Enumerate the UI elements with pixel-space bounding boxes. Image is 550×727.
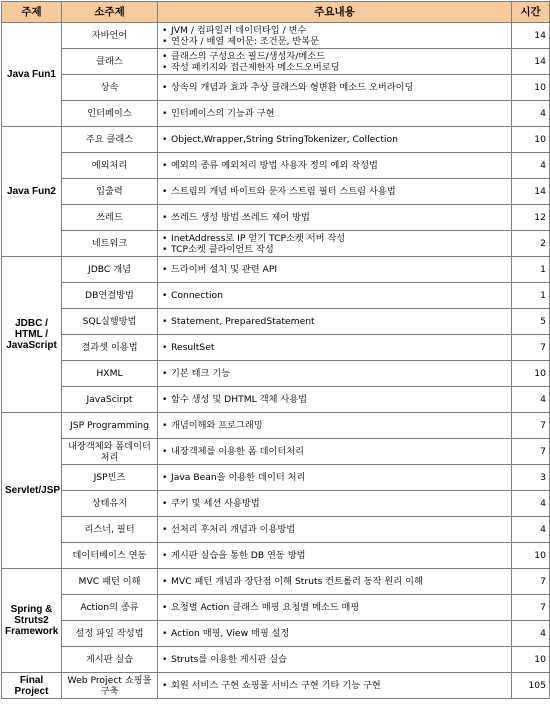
content-cell — [158, 153, 512, 179]
hours-cell: 14 — [512, 23, 550, 49]
subtopic-cell: 상태유지 — [62, 491, 158, 517]
content-list — [161, 108, 508, 119]
subtopic-cell: JavaScirpt — [62, 387, 158, 413]
content-cell — [158, 23, 512, 49]
content-item: • 게시판 실습을 통한 DB 연동 방법 — [161, 550, 508, 561]
topic-cell: Java Fun2 — [2, 127, 62, 257]
subtopic-cell: 쓰레드 — [62, 205, 158, 231]
topic-cell: Java Fun1 — [2, 23, 62, 127]
hours-cell: 2 — [512, 231, 550, 257]
hours-cell: 10 — [512, 75, 550, 101]
subtopic-cell: 결과셋 이용법 — [62, 335, 158, 361]
hours-cell: 4 — [512, 387, 550, 413]
content-item: • 상속의 개념과 효과 추상 클래스와 형변환 메소드 오버라이딩 — [161, 82, 508, 93]
content-list — [161, 25, 508, 47]
content-list — [161, 654, 508, 665]
hours-cell: 7 — [512, 335, 550, 361]
hours-cell: 105 — [512, 673, 550, 699]
content-list — [161, 628, 508, 639]
hours-cell: 7 — [512, 569, 550, 595]
content-list — [161, 446, 508, 457]
table-row — [2, 387, 550, 413]
subtopic-cell: 인터페이스 — [62, 101, 158, 127]
content-list — [161, 134, 508, 145]
content-list — [161, 498, 508, 509]
content-item: • JVM / 컴파일러 데이터타입 / 변수 — [161, 25, 508, 36]
subtopic-cell: JSP Programming — [62, 413, 158, 439]
subtopic-cell: 상속 — [62, 75, 158, 101]
content-cell — [158, 621, 512, 647]
table-row — [2, 127, 550, 153]
content-item: • 클래스의 구성요소 필드/생성자/메소드 — [161, 51, 508, 62]
content-cell — [158, 101, 512, 127]
content-cell — [158, 647, 512, 673]
hours-cell: 1 — [512, 257, 550, 283]
content-item: • 선처리 후처리 개념과 이용방법 — [161, 524, 508, 535]
hours-cell: 3 — [512, 465, 550, 491]
content-cell — [158, 179, 512, 205]
subtopic-cell: DB연결방법 — [62, 283, 158, 309]
content-list — [161, 233, 508, 255]
content-item: • 스트림의 개념 바이트와 문자 스트림 필터 스트림 사용법 — [161, 186, 508, 197]
table-row — [2, 283, 550, 309]
content-list — [161, 394, 508, 405]
table-row — [2, 543, 550, 569]
content-item: • 회원 서비스 구현 쇼핑몰 서비스 구현 기타 기능 구현 — [161, 680, 508, 691]
hours-cell: 10 — [512, 647, 550, 673]
subtopic-cell: 주요 클래스 — [62, 127, 158, 153]
content-item: • 내장객체를 이용한 폼 데이터처리 — [161, 446, 508, 457]
content-cell — [158, 205, 512, 231]
content-cell — [158, 673, 512, 699]
content-list — [161, 420, 508, 431]
topic-cell: JDBC / HTML / JavaScript — [2, 257, 62, 413]
content-list — [161, 212, 508, 223]
hours-cell: 14 — [512, 49, 550, 75]
table-row — [2, 153, 550, 179]
curriculum-table — [1, 1, 550, 699]
content-cell — [158, 543, 512, 569]
subtopic-cell: 데이터베이스 연동 — [62, 543, 158, 569]
table-row — [2, 101, 550, 127]
content-item: • ResultSet — [161, 342, 508, 353]
table-row — [2, 673, 550, 699]
curriculum-body — [2, 23, 550, 699]
content-item: • 개념이해와 프로그래밍 — [161, 420, 508, 431]
hours-cell: 7 — [512, 413, 550, 439]
header-subtopic: 소주제 — [62, 2, 158, 23]
table-row — [2, 491, 550, 517]
hours-cell: 7 — [512, 439, 550, 465]
content-list — [161, 342, 508, 353]
content-list — [161, 368, 508, 379]
content-cell — [158, 257, 512, 283]
content-cell — [158, 491, 512, 517]
content-list — [161, 680, 508, 691]
content-cell — [158, 75, 512, 101]
content-cell — [158, 387, 512, 413]
table-row — [2, 569, 550, 595]
content-item: • 예외의 종류 예외처리 방법 사용자 정의 예외 작성법 — [161, 160, 508, 171]
content-list — [161, 82, 508, 93]
content-item: • Connection — [161, 290, 508, 301]
content-item: • MVC 패턴 개념과 장단점 이해 Struts 컨트롤러 동작 원리 이해 — [161, 576, 508, 587]
subtopic-cell: MVC 패턴 이해 — [62, 569, 158, 595]
content-item: • TCP소켓 클라이언트 작성 — [161, 244, 508, 255]
table-row — [2, 465, 550, 491]
content-list — [161, 290, 508, 301]
table-row — [2, 361, 550, 387]
subtopic-cell: 리스너, 필터 — [62, 517, 158, 543]
table-row — [2, 205, 550, 231]
content-cell — [158, 569, 512, 595]
content-item: • 기본 태크 기능 — [161, 368, 508, 379]
content-list — [161, 160, 508, 171]
subtopic-cell: 내장객체와 폼데이터 처리 — [62, 439, 158, 465]
content-item: • InetAddress로 IP 얻기 TCP소켓 서버 작성 — [161, 233, 508, 244]
content-item: • Action 매핑, View 매핑 설정 — [161, 628, 508, 639]
content-item: • Object,Wrapper,String StringTokenizer, Collection — [161, 134, 508, 145]
hours-cell: 1 — [512, 283, 550, 309]
table-row — [2, 621, 550, 647]
content-cell — [158, 517, 512, 543]
hours-cell: 4 — [512, 621, 550, 647]
subtopic-cell: 게시판 실습 — [62, 647, 158, 673]
subtopic-cell: HXML — [62, 361, 158, 387]
content-item: • 인터페이스의 기능과 구현 — [161, 108, 508, 119]
header-hours: 시간 — [512, 2, 550, 23]
content-cell — [158, 127, 512, 153]
table-row — [2, 179, 550, 205]
hours-cell: 4 — [512, 491, 550, 517]
table-row — [2, 595, 550, 621]
content-item: • 쿠키 및 세션 사용방법 — [161, 498, 508, 509]
table-row — [2, 231, 550, 257]
table-row — [2, 647, 550, 673]
content-item: • 쓰레드 생성 방법 쓰레드 제어 방법 — [161, 212, 508, 223]
subtopic-cell: Web Project 쇼핑몰 구축 — [62, 673, 158, 699]
hours-cell: 10 — [512, 127, 550, 153]
hours-cell: 10 — [512, 361, 550, 387]
content-item: • 작성 패키지와 접근제한자 메소드오버로딩 — [161, 62, 508, 73]
table-row — [2, 439, 550, 465]
header-row — [2, 2, 550, 23]
table-row — [2, 23, 550, 49]
topic-cell: Servlet/JSP — [2, 413, 62, 569]
header-content: 주요내용 — [158, 2, 512, 23]
table-row — [2, 517, 550, 543]
content-list — [161, 602, 508, 613]
content-item: • Java Bean을 이용한 데이터 처리 — [161, 472, 508, 483]
subtopic-cell: JSP빈즈 — [62, 465, 158, 491]
content-item: • Statement, PreparedStatement — [161, 316, 508, 327]
hours-cell: 7 — [512, 595, 550, 621]
content-cell — [158, 413, 512, 439]
content-cell — [158, 49, 512, 75]
content-cell — [158, 361, 512, 387]
hours-cell: 4 — [512, 101, 550, 127]
table-row — [2, 75, 550, 101]
content-list — [161, 550, 508, 561]
content-cell — [158, 595, 512, 621]
content-item: • 함수 생성 및 DHTML 객체 사용법 — [161, 394, 508, 405]
table-row — [2, 335, 550, 361]
content-cell — [158, 309, 512, 335]
content-list — [161, 524, 508, 535]
subtopic-cell: 설정 파일 작성법 — [62, 621, 158, 647]
subtopic-cell: Action의 종류 — [62, 595, 158, 621]
subtopic-cell: 자바언어 — [62, 23, 158, 49]
subtopic-cell: 예외처리 — [62, 153, 158, 179]
hours-cell: 4 — [512, 153, 550, 179]
content-cell — [158, 465, 512, 491]
content-list — [161, 51, 508, 73]
topic-cell: Spring & Struts2 Framework — [2, 569, 62, 673]
hours-cell: 14 — [512, 179, 550, 205]
topic-cell: Final Project — [2, 673, 62, 699]
hours-cell: 4 — [512, 517, 550, 543]
hours-cell: 5 — [512, 309, 550, 335]
subtopic-cell: 네트워크 — [62, 231, 158, 257]
subtopic-cell: SQL실행방법 — [62, 309, 158, 335]
content-list — [161, 186, 508, 197]
table-row — [2, 49, 550, 75]
content-list — [161, 472, 508, 483]
content-cell — [158, 439, 512, 465]
table-row — [2, 413, 550, 439]
content-item: • 요청별 Action 클래스 매핑 요청별 메소드 매핑 — [161, 602, 508, 613]
subtopic-cell: 클래스 — [62, 49, 158, 75]
content-list — [161, 316, 508, 327]
content-cell — [158, 335, 512, 361]
content-cell — [158, 231, 512, 257]
table-row — [2, 309, 550, 335]
header-topic: 주제 — [2, 2, 62, 23]
content-item: • 연산자 / 배열 제어문: 조건문, 반복문 — [161, 36, 508, 47]
content-cell — [158, 283, 512, 309]
content-list — [161, 264, 508, 275]
content-item: • Struts를 이용한 게시판 실습 — [161, 654, 508, 665]
subtopic-cell: JDBC 개념 — [62, 257, 158, 283]
hours-cell: 12 — [512, 205, 550, 231]
hours-cell: 10 — [512, 543, 550, 569]
content-item: • 드라이버 설치 및 관련 API — [161, 264, 508, 275]
table-row — [2, 257, 550, 283]
subtopic-cell: 입출력 — [62, 179, 158, 205]
content-list — [161, 576, 508, 587]
